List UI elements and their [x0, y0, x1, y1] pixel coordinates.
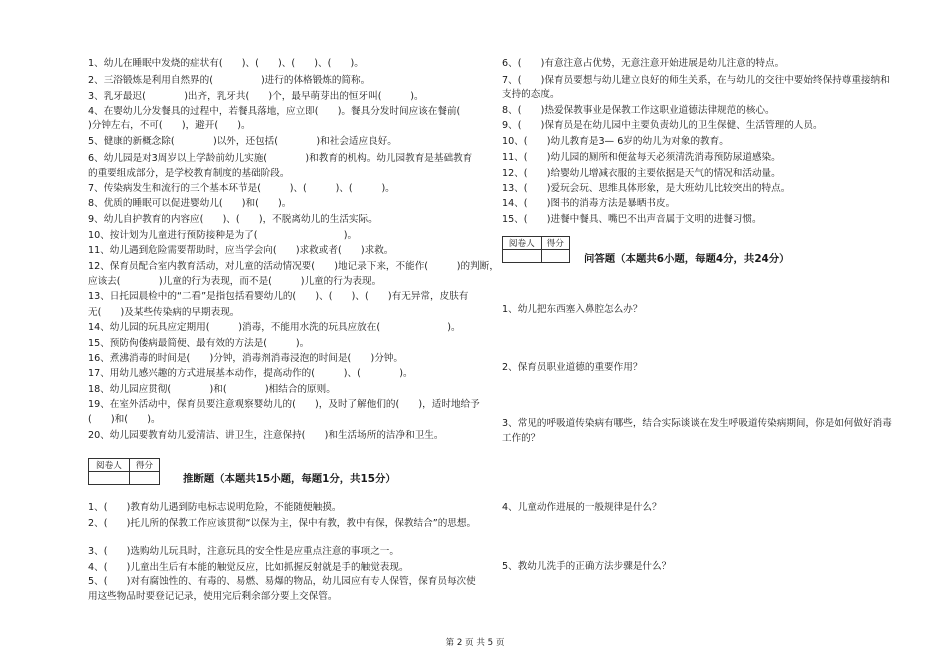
judge-question-line: 4、( )儿童出生后有本能的触觉反应，比如抓握反射就是手的触觉表现。 [88, 562, 409, 573]
judge-question-line: 8、( )热爱保教事业是保教工作这职业道德法律规范的核心。 [502, 105, 775, 116]
judge-question-line: 支持的态度。 [502, 89, 560, 100]
fill-question-line: 12、保育员配合室内教育活动，对儿童的活动情况要( )地记录下来，不能作( )的判断， [88, 261, 499, 272]
fill-question-line: 2、三浴锻炼是利用自然界的( )进行的体格锻炼的简称。 [88, 75, 371, 86]
score-label: 得分 [541, 237, 569, 250]
fill-question-line: 无( )及某些传染病的早期表现。 [88, 307, 240, 318]
fill-question-line: 8、优质的睡眠可以促进婴幼儿( )和( )。 [88, 198, 292, 209]
fill-question-line: 6、幼儿园是对3周岁以上学龄前幼儿实施( )和教育的机构。幼儿园教育是基础教育 [88, 153, 473, 164]
judge-question-line: 9、( )保育员是在幼儿园中主要负责幼儿的卫生保健、生活管理的人员。 [502, 120, 823, 131]
qa-question-line: 工作的？ [502, 433, 541, 444]
fill-question-line: 的重要组成部分，是学校教育制度的基础阶段。 [88, 168, 290, 179]
qa-section-title: 问答题（本题共6小题，每题4分，共24分） [584, 253, 790, 265]
fill-question-line: 16、煮沸消毒的时间是( )分钟，消毒剂消毒浸泡的时间是( )分钟。 [88, 353, 403, 364]
fill-question-line: )分钟左右，不可( )，避开( )。 [88, 120, 251, 131]
score-label: 得分 [129, 459, 159, 472]
judge-question-line: 14、( )图书的消毒方法是暴晒书皮。 [502, 198, 676, 209]
fill-question-line: 19、在室外活动中，保育员要注意观察婴幼儿的( )，及时了解他们的( )，适时地给予 [88, 399, 480, 410]
fill-question-line: ( )和( )。 [88, 414, 161, 425]
fill-question-line: 20、幼儿园要教育幼儿爱清洁、讲卫生，注意保持( )和生活场所的洁净和卫生。 [88, 430, 444, 441]
reviewer-cell[interactable] [503, 250, 542, 263]
judge-question-line: 13、( )爱玩会玩、思维具体形象，是大班幼儿比较突出的特点。 [502, 183, 791, 194]
score-cell[interactable] [541, 250, 569, 263]
judge-question-line: 7、( )保育员要想与幼儿建立良好的师生关系，在与幼儿的交往中要始终保持尊重接纳和 [502, 75, 890, 86]
fill-question-line: 18、幼儿园应贯彻( )和( )相结合的原则。 [88, 384, 336, 395]
fill-question-line: 4、在婴幼儿分发餐具的过程中，若餐具落地，应立即( )。餐具分发时间应该在餐前( [88, 106, 480, 117]
judge-section-title: 推断题（本题共15小题，每题1分，共15分） [183, 473, 396, 485]
judge-question-line: 1、( )教育幼儿遇到防电标志说明危险，不能随便触摸。 [88, 502, 342, 513]
score-box [502, 236, 570, 263]
judge-question-line: 10、( )幼儿教育是3— 6岁的幼儿为对象的教育。 [502, 136, 729, 147]
fill-question-line: 5、健康的新概念除( )以外，还包括( )和社会适应良好。 [88, 136, 397, 147]
qa-question-line: 1、幼儿把东西塞入鼻腔怎么办？ [502, 304, 643, 315]
fill-question-line: 1、幼儿在睡眠中发烧的症状有( )、( )、( )、( )。 [88, 58, 364, 69]
score-box [88, 458, 160, 485]
judge-question-line: 15、( )进餐中餐具、嘴巴不出声音属于文明的进餐习惯。 [502, 214, 762, 225]
fill-question-line: 13、日托园晨检中的“二看”是指包括看婴幼儿的( )、( )、( )有无异常，皮肤有 [88, 291, 469, 302]
judge-question-line: 12、( )给婴幼儿增减衣服的主要依据是天气的情况和活动量。 [502, 168, 781, 179]
qa-question-line: 4、儿童动作进展的一般规律是什么？ [502, 502, 662, 513]
judge-question-line: 5、( )对有腐蚀性的、有毒的、易燃、易爆的物品，幼儿园应有专人保管，保育员每次使 [88, 576, 476, 587]
judge-question-line: 用这些物品时要登记记录，使用完后剩余部分要上交保管。 [88, 591, 338, 602]
fill-question-line: 9、幼儿自护教育的内容应( )、( )，不脱离幼儿的生活实际。 [88, 214, 378, 225]
fill-question-line: 11、幼儿遇到危险需要帮助时，应当学会向( )求救或者( )求救。 [88, 245, 394, 256]
page-number: 第 2 页 共 5 页 [445, 638, 505, 648]
fill-question-line: 10、按计划为儿童进行预防接种是为了( )。 [88, 230, 358, 241]
score-cell[interactable] [129, 472, 159, 485]
judge-question-line: 11、( )幼儿园的厕所和便盆每天必须清洗消毒预防尿道感染。 [502, 152, 781, 163]
fill-question-line: 应该去( )儿童的行为表现，而不是( )儿童的行为表现。 [88, 276, 382, 287]
reviewer-label: 阅卷人 [89, 459, 130, 472]
qa-question-line: 2、保育员职业道德的重要作用？ [502, 362, 643, 373]
fill-question-line: 7、传染病发生和流行的三个基本环节是( )、( )、( )。 [88, 183, 395, 194]
fill-question-line: 14、幼儿园的玩具应定期用( )消毒，不能用水洗的玩具应放在( )。 [88, 322, 461, 333]
reviewer-cell[interactable] [89, 472, 130, 485]
fill-question-line: 3、乳牙最迟( )出齐，乳牙共( )个，最早萌芽出的恒牙叫( )。 [88, 91, 424, 102]
reviewer-label: 阅卷人 [503, 237, 542, 250]
judge-question-line: 6、( )有意注意占优势，无意注意开始进展是幼儿注意的特点。 [502, 58, 785, 69]
fill-question-line: 17、用幼儿感兴趣的方式进展基本动作，提高动作的( )、( )。 [88, 368, 413, 379]
qa-question-line: 5、教幼儿洗手的正确方法步骤是什么？ [502, 561, 672, 572]
judge-question-line: 3、( )选购幼儿玩具时，注意玩具的安全性是应重点注意的事项之一。 [88, 546, 399, 557]
fill-question-line: 15、预防佝偻病最简便、最有效的方法是( )。 [88, 338, 310, 349]
judge-question-line: 2、( )托儿所的保教工作应该贯彻“以保为主，保中有教，教中有保，保教结合”的思想。 [88, 518, 477, 529]
qa-question-line: 3、常见的呼吸道传染病有哪些，结合实际谈谈在发生呼吸道传染病期间，你是如何做好消毒 [502, 418, 892, 429]
